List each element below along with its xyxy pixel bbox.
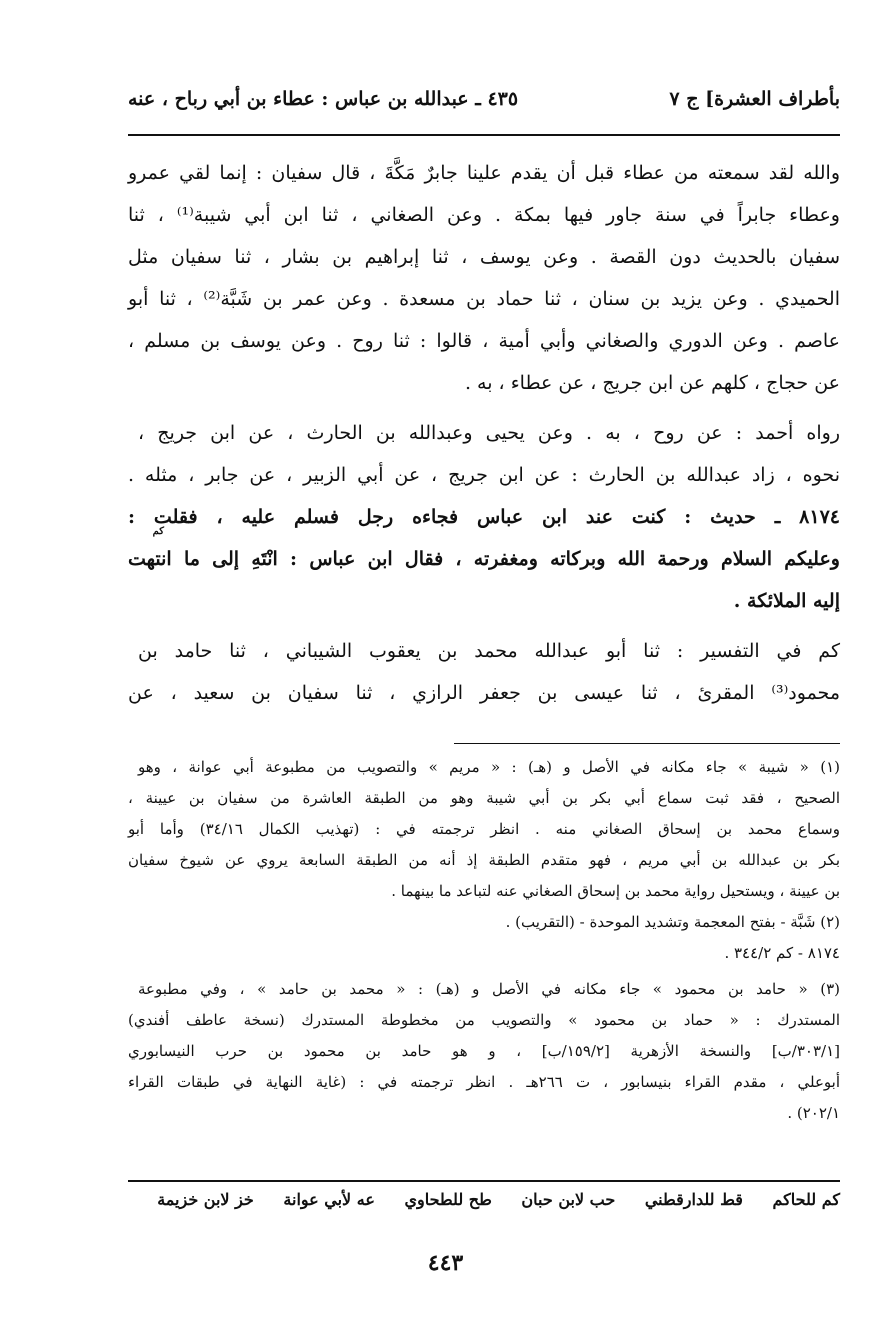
text-line: رواه أحمد : عن روح ، به . وعن يحيى وعبدالله بن الحارث ، عن ابن جريج ، (138, 422, 840, 444)
footnote-line: بن عيينة ، ويستحيل رواية محمد بن إسحاق الصغاني عنه لتباعد ما بينهما . (391, 882, 840, 900)
text-line: محمود⁽³⁾ المقرئ ، ثنا عيسى بن جعفر الرازي ، ثنا سفيان بن سعيد ، عن (128, 682, 840, 704)
footnote-line: الصحيح ، فقد ثبت سماع أبي بكر بن أبي شيبة وهو من الطبقة العاشرة من سفيان بن عيينة ، (128, 789, 840, 807)
header-rule (128, 134, 840, 136)
text-line: عن حجاج ، كلهم عن ابن جريج ، عن عطاء ، به . (464, 372, 840, 394)
footnote-line: [٣٠٣/١/ب] والنسخة الأزهرية [١٥٩/٢/ب] ، و هو حامد بن محمود بن حرب النيسابوري (128, 1042, 840, 1060)
abbreviation: حب لابن حبان (521, 1190, 616, 1209)
running-header (128, 82, 840, 122)
hadith-text: إليه الملائكة . (733, 590, 840, 612)
footnote-line: ٨١٧٤ - كم ٣٤٤/٢ . (724, 944, 840, 962)
footnote-line: المستدرك : « حماد بن محمود » والتصويب من مخطوطة المستدرك (نسخة عاطف أفندي) (128, 1011, 840, 1029)
text-line: نحوه ، زاد عبدالله بن الحارث : عن ابن جريج ، عن أبي الزبير ، عن جابر ، مثله . (128, 464, 840, 486)
source-mark: كم (152, 526, 164, 537)
text-line: الحميدي . وعن يزيد بن سنان ، ثنا حماد بن مسعدة . وعن عمر بن شَبَّة⁽²⁾ ، ثنا أبو (128, 288, 840, 310)
footnote-rule (454, 743, 840, 744)
footnote-line: (٢) شَبَّة - بفتح المعجمة وتشديد الموحدة - (التقريب) . (505, 913, 840, 931)
text-line: كم في التفسير : ثنا أبو عبدالله محمد بن يعقوب الشيباني ، ثنا حامد بن (138, 640, 840, 662)
footnote-line: (١) « شيبة » جاء مكانه في الأصل و (هـ) : « مريم » والتصويب من مطبوعة أبي عوانة ، وهو (138, 758, 840, 776)
hadith-text: وعليكم السلام ورحمة الله وبركاته ومغفرته ، فقال ابن عباس : انْتَهِ إلى ما انتهت (128, 548, 840, 570)
footnote-line: بكر بن عبدالله بن أبي مريم ، فهو متقدم الطبقة إذ أنه من الطبقة السابعة يروي عن شيوخ سفيان (128, 851, 840, 869)
page-number: ٤٤٣ (427, 1250, 464, 1276)
footnote-line: أبوعلي ، مقدم القراء بنيسابور ، ت ٢٦٦هـ . انظر ترجمته في : (غاية النهاية في طبقات القراء (128, 1073, 840, 1091)
abbreviations-key (128, 1190, 840, 1226)
footnote-line: ٢٠٢/١) . (787, 1104, 840, 1122)
abbreviation: كم للحاكم (772, 1190, 840, 1209)
text-line: سفيان بالحديث دون القصة . وعن يوسف ، ثنا إبراهيم بن بشار ، ثنا سفيان مثل (128, 246, 840, 268)
text-line: والله لقد سمعته من عطاء قبل أن يقدم علينا جابرٌ مَكَّةَ ، قال سفيان : إنما لقي عمرو (128, 162, 840, 184)
abbreviation: طح للطحاوي (404, 1190, 492, 1209)
abbreviations-rule (128, 1180, 840, 1182)
footnote-line: (٣) « حامد بن محمود » جاء مكانه في الأصل و (هـ) : « محمد بن حامد » ، وفي مطبوعة (138, 980, 840, 998)
header-volume: بأطراف العشرة] ج ٧ (669, 88, 840, 110)
text-line: وعطاء جابراً في سنة جاور فيها بمكة . وعن الصغاني ، ثنا ابن أبي شيبة⁽¹⁾ ، ثنا (128, 204, 840, 226)
hadith-heading: ٨١٧٤ ـ حديث : كنت عند ابن عباس فجاءه رجل فسلم عليه ، فقلت : (128, 506, 840, 528)
abbreviation: قط للدارقطني (644, 1190, 743, 1209)
abbreviation: عه لأبي عوانة (283, 1190, 375, 1209)
header-section: ٤٣٥ ـ عبدالله بن عباس : عطاء بن أبي رباح ، عنه (128, 88, 519, 110)
abbreviation: خز لابن خزيمة (157, 1190, 254, 1209)
footnote-line: وسماع محمد بن إسحاق الصغاني منه . انظر ترجمته في : (تهذيب الكمال ٣٤/١٦) وأما أبو (128, 820, 840, 838)
text-line: عاصم . وعن الدوري والصغاني وأبي أمية ، قالوا : ثنا روح . وعن يوسف بن مسلم ، (128, 330, 840, 352)
